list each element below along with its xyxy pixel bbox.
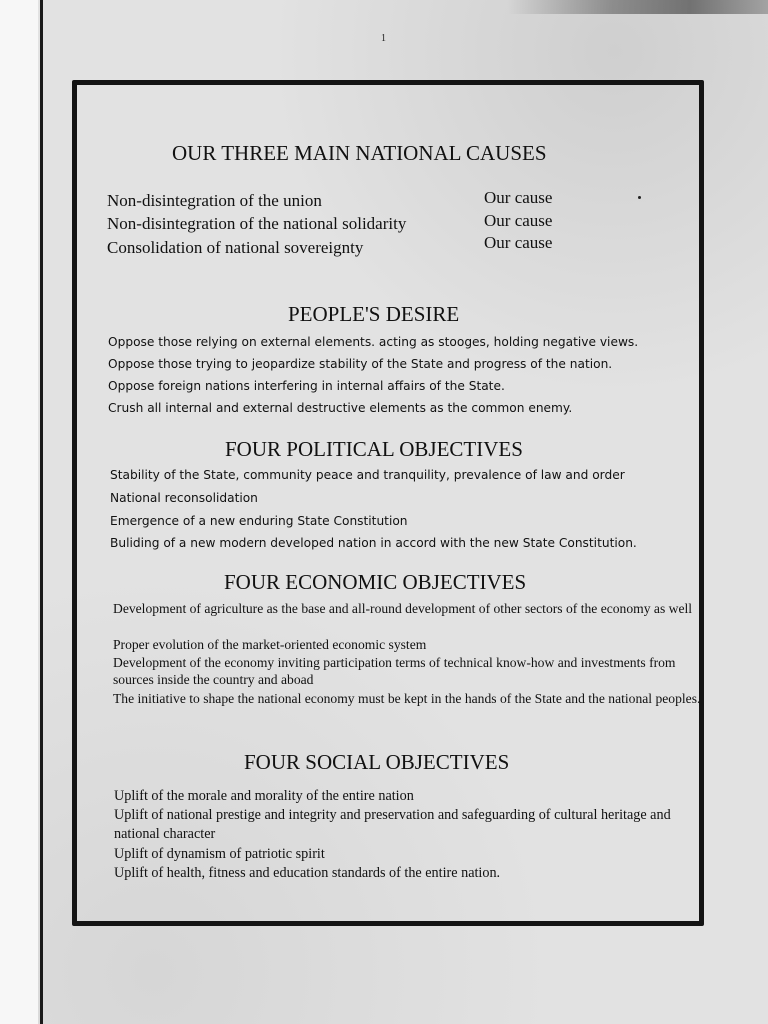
social-item: Uplift of national prestige and integrity and preservation and safeguarding of cultural heritage and national character xyxy=(114,807,671,842)
political-heading: FOUR POLITICAL OBJECTIVES xyxy=(225,437,523,461)
desire-item: Crush all internal and external destructive elements as the common enemy. xyxy=(108,401,573,415)
political-item: Stability of the State, community peace and tranquility, prevalence of law and order xyxy=(110,468,625,482)
causes-heading: OUR THREE MAIN NATIONAL CAUSES xyxy=(172,141,547,165)
political-item: Buliding of a new modern developed nation in accord with the new State Constitution. xyxy=(110,536,637,550)
economic-item: The initiative to shape the national economy must be kept in the hands of the State and the national peoples. xyxy=(113,691,701,706)
economic-heading: FOUR ECONOMIC OBJECTIVES xyxy=(224,570,527,594)
cause-item: Non-disintegration of the union xyxy=(107,191,322,210)
cause-item: Non-disintegration of the national solidarity xyxy=(107,214,407,233)
social-item: Uplift of dynamism of patriotic spirit xyxy=(114,846,325,862)
desire-heading: PEOPLE'S DESIRE xyxy=(288,302,460,326)
scan-smudge xyxy=(508,0,768,14)
economic-item: Proper evolution of the market-oriented economic system xyxy=(113,637,427,652)
political-item: Emergence of a new enduring State Constitution xyxy=(110,514,408,528)
social-item: Uplift of the morale and morality of the entire nation xyxy=(114,788,414,804)
political-item: National reconsolidation xyxy=(110,491,258,505)
page-edge xyxy=(40,0,43,1024)
social-item: Uplift of health, fitness and education standards of the entire nation. xyxy=(114,865,501,881)
stray-dot xyxy=(638,196,641,199)
cause-item: Consolidation of national sovereignty xyxy=(107,238,364,257)
desire-item: Oppose foreign nations interfering in internal affairs of the State. xyxy=(108,379,505,393)
cause-tag: Our cause xyxy=(484,211,553,230)
desire-item: Oppose those trying to jeopardize stability of the State and progress of the nation. xyxy=(108,357,613,371)
page-number: 1 xyxy=(381,33,386,44)
cause-tag: Our cause xyxy=(484,188,553,207)
cause-tag: Our cause xyxy=(484,233,553,252)
social-heading: FOUR SOCIAL OBJECTIVES xyxy=(244,750,510,774)
economic-item: Development of the economy inviting participation terms of technical know-how and investments from sources inside the country and aboad xyxy=(113,655,676,687)
scan-margin xyxy=(0,0,38,1024)
desire-item: Oppose those relying on external elements. acting as stooges, holding negative views. xyxy=(108,335,639,349)
economic-item: Development of agriculture as the base and all-round development of other sectors of the economy as well xyxy=(113,601,693,616)
